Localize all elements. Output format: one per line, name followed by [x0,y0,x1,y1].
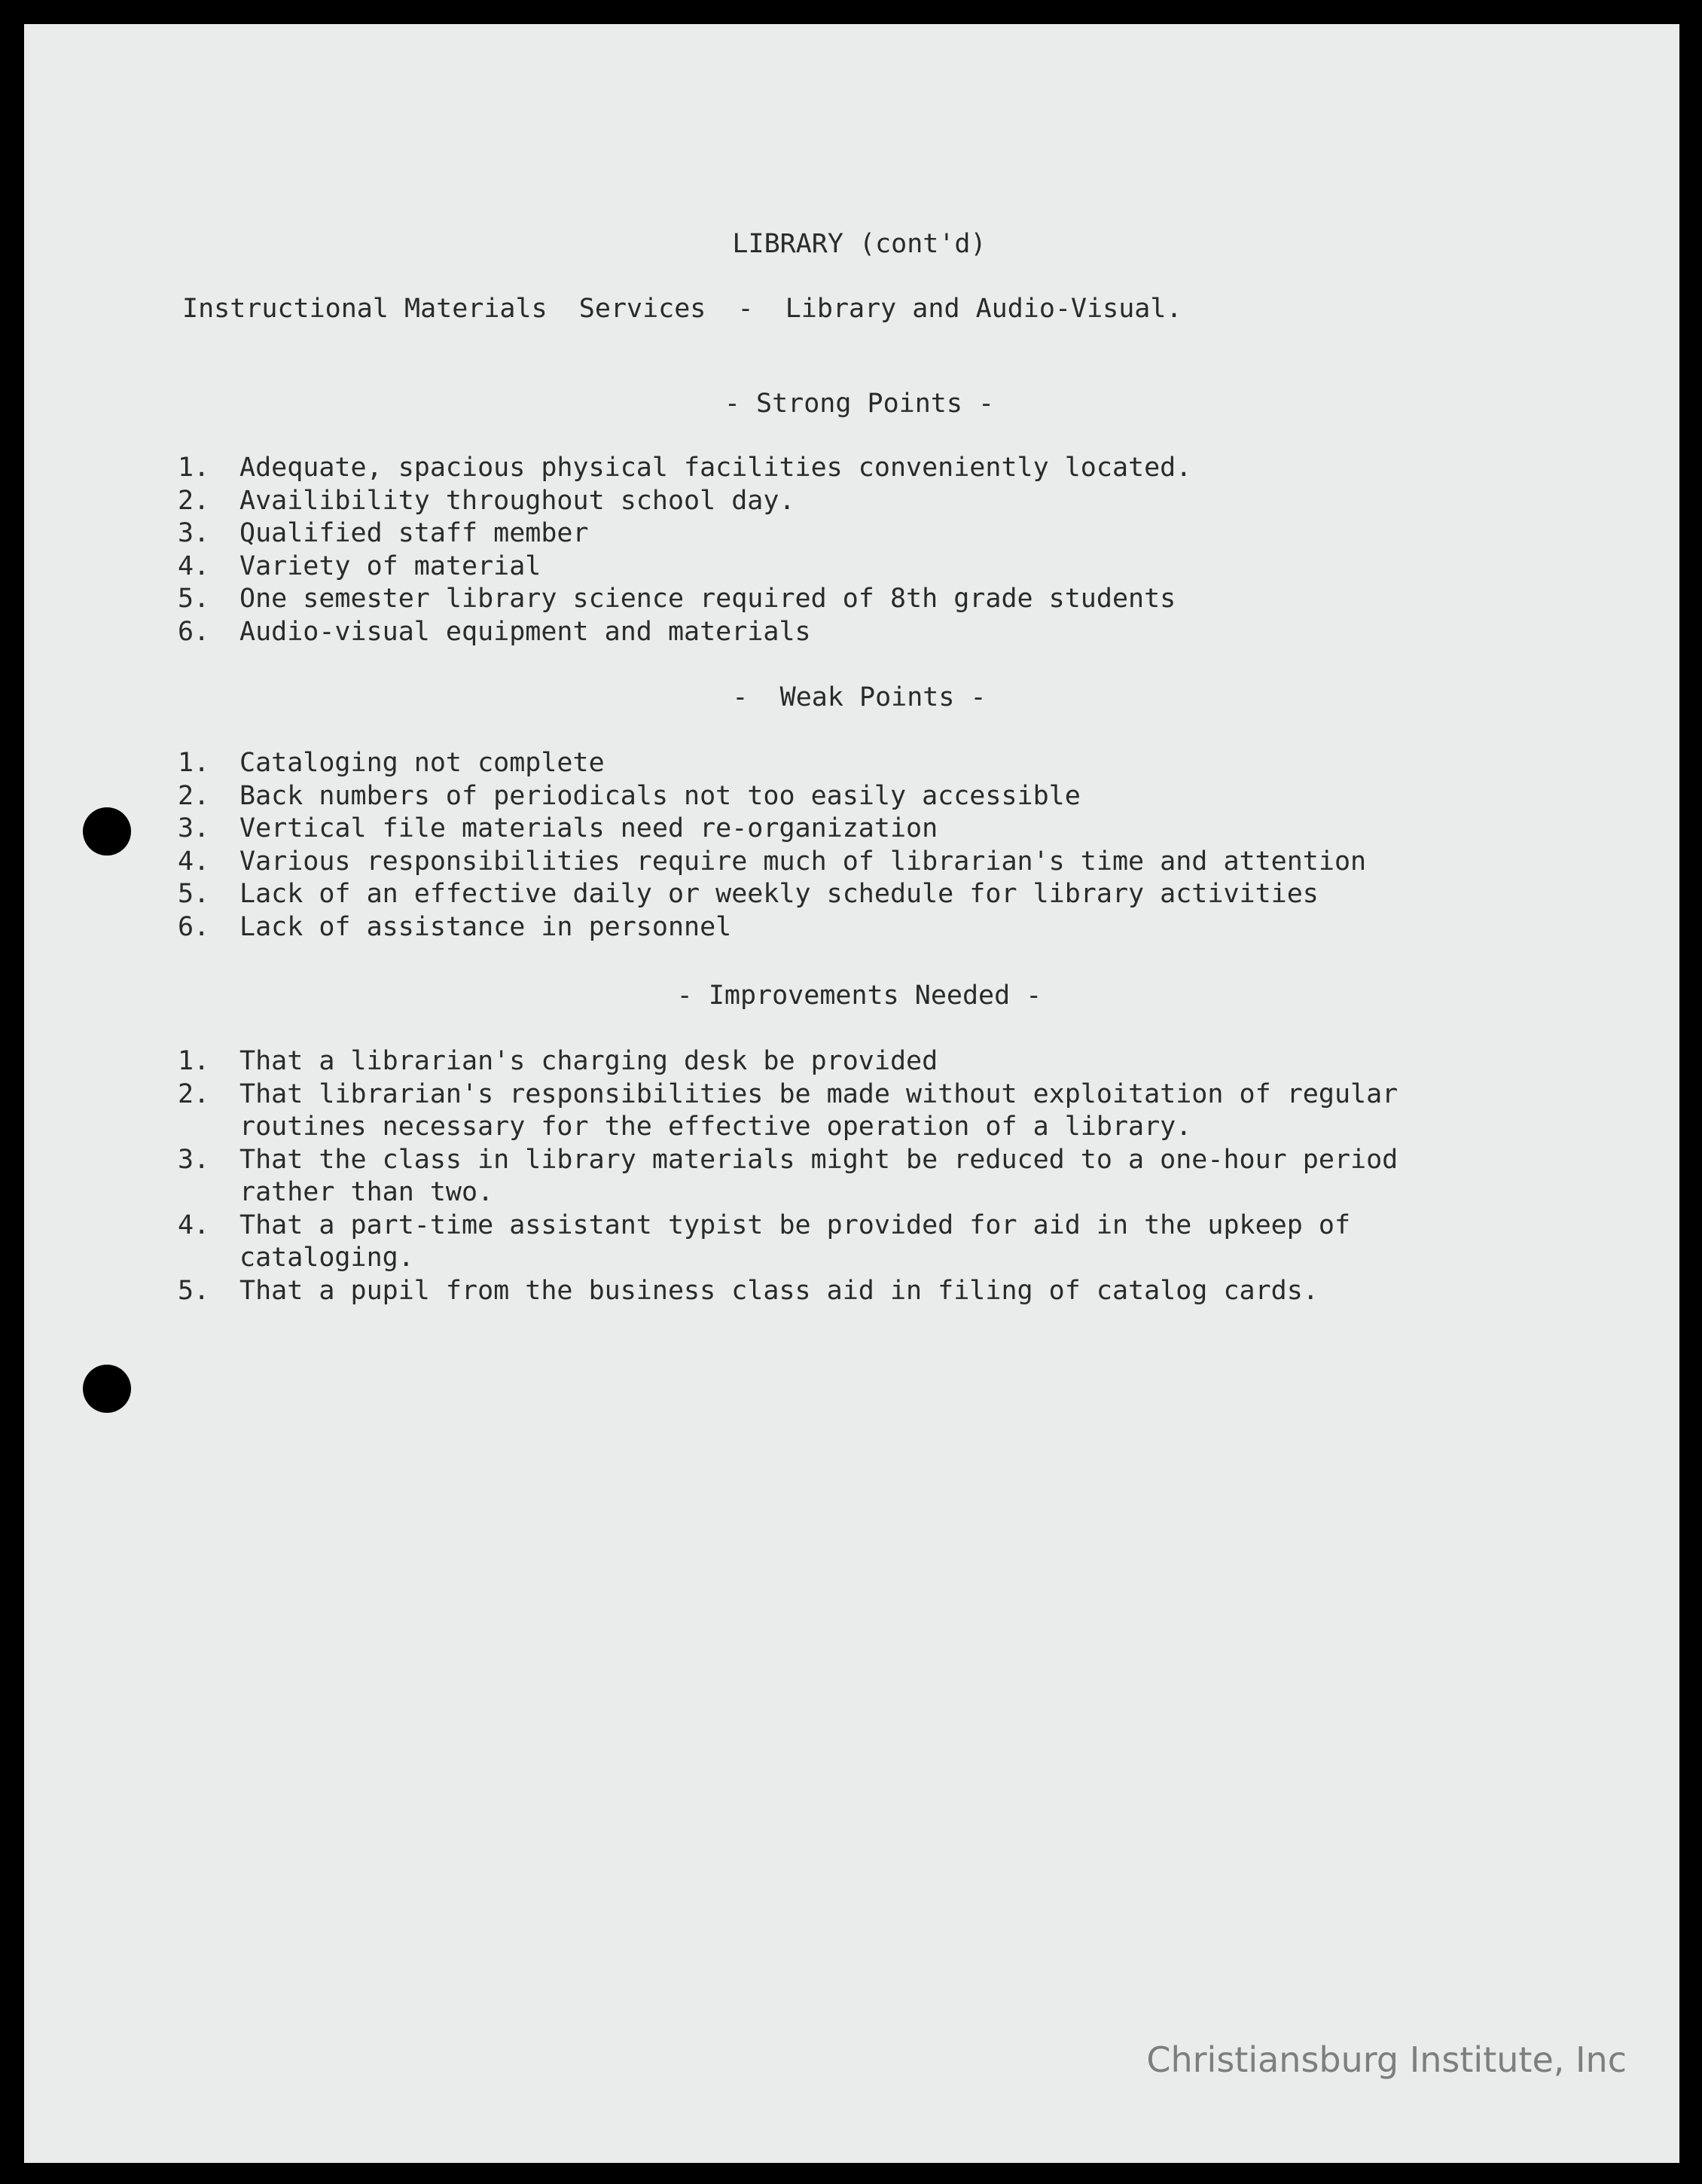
list-item [178,813,1505,846]
item-number: 5. [178,584,210,614]
item-text: Variety of material [239,551,541,581]
item-number: 6. [178,616,210,647]
item-number: 5. [178,1275,210,1306]
typed-text [24,24,1679,2163]
item-number: 4. [178,551,210,581]
item-text: Audio-visual equipment and materials [239,616,811,647]
list-item [178,1045,1505,1078]
list-item [178,551,1505,584]
item-text: That librarian's responsibilities be made without exploitation of regular routines necessary for the effective operation of a library. [239,1078,1399,1142]
item-text: One semester library science required of 8th grade students [239,584,1176,614]
list-item [178,583,1505,616]
page-subtitle: Instructional Materials Services - Library and Audio-Visual. [182,294,1182,324]
list-item [178,1209,1505,1275]
list-item [178,1078,1505,1144]
section-heading-weak-points: - Weak Points - [732,682,987,712]
item-text: That a part-time assistant typist be provided for aid in the upkeep of cataloging. [239,1209,1351,1273]
item-text: Various responsibilities require much of librarian's time and attention [239,846,1367,877]
list-item [178,485,1505,518]
item-number: 3. [178,1144,210,1175]
item-number: 1. [178,1046,210,1076]
page-title: LIBRARY (cont'd) [732,229,987,259]
item-number: 2. [178,485,210,516]
list-item [178,452,1505,485]
watermark-text: Christiansburg Institute, Inc [1146,2039,1627,2080]
item-text: That a librarian's charging desk be provided [239,1046,938,1076]
item-number: 5. [178,879,210,909]
list-item [178,1275,1505,1308]
list-item [178,878,1505,911]
item-text: Back numbers of periodicals not too easily accessible [239,780,1081,811]
item-text: That the class in library materials might be reduced to a one-hour period rather than two. [239,1144,1399,1207]
punch-hole-upper [83,807,131,856]
item-number: 2. [178,780,210,811]
item-number: 1. [178,453,210,483]
list-item [178,747,1505,780]
section-heading-strong-points: - Strong Points - [724,389,995,419]
item-text: Lack of assistance in personnel [239,911,732,942]
weak-points-list [178,747,1505,944]
item-number: 3. [178,813,210,843]
item-text: Qualified staff member [239,518,589,548]
item-number: 6. [178,911,210,942]
list-item [178,1144,1505,1209]
item-number: 4. [178,846,210,877]
list-item [178,780,1505,813]
item-text: Lack of an effective daily or weekly schedule for library activities [239,879,1319,909]
item-number: 2. [178,1078,210,1109]
list-item [178,911,1505,944]
item-number: 3. [178,518,210,548]
list-item [178,517,1505,551]
item-text: Adequate, spacious physical facilities conveniently located. [239,453,1192,483]
item-number: 4. [178,1209,210,1240]
item-text: Availibility throughout school day. [239,485,795,516]
item-number: 1. [178,748,210,778]
list-item [178,846,1505,879]
item-text: Vertical file materials need re-organization [239,813,938,843]
item-text: Cataloging not complete [239,748,605,778]
item-text: That a pupil from the business class aid in filing of catalog cards. [239,1275,1319,1306]
section-heading-improvements-needed: - Improvements Needed - [676,981,1042,1011]
punch-hole-lower [83,1365,131,1413]
strong-points-list [178,452,1505,648]
improvements-list [178,1045,1505,1307]
paper-page [24,24,1679,2163]
list-item [178,616,1505,649]
